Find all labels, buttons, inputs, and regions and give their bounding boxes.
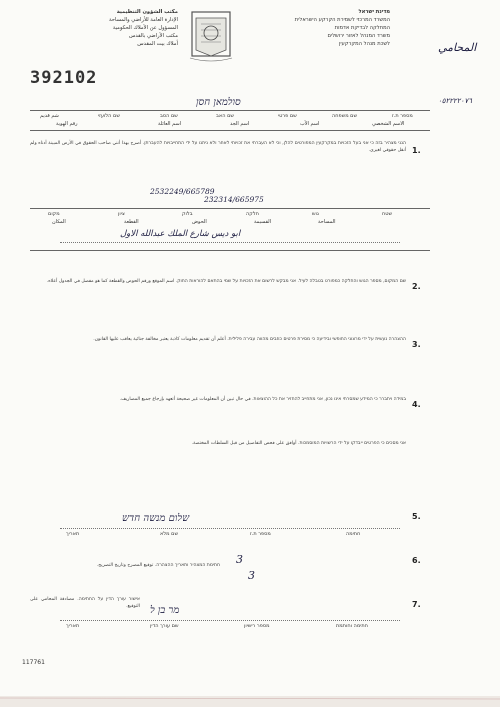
form-row2-label-2: בלוק <box>182 211 193 217</box>
row5-label-3: תאריך <box>66 531 80 537</box>
serial-number: 392102 <box>30 68 98 88</box>
section-number-2: 2. <box>412 282 421 291</box>
form-row1-rule-bottom <box>30 130 430 131</box>
header-right-line5: לשכת מנהל המקרקעין <box>338 41 390 47</box>
form-row2-label-3: חלקה <box>246 211 259 217</box>
section-number-3: 3. <box>412 340 421 349</box>
form-row2-label-5: שטח <box>382 211 393 217</box>
handwritten-sign-2: 3 <box>236 553 243 566</box>
form-row1-label-0: شم قديم <box>40 113 59 119</box>
form-row1-label-ar-4: الاسم الشخصي <box>372 121 405 127</box>
address-dotted-line <box>60 242 400 243</box>
handwritten-sign-1: שלום מנשה חדש <box>122 513 190 524</box>
form-row1-label-ar-1: اسم العائلة <box>158 121 182 127</box>
paragraph-5: אני מסכים כי הפרטים ייבדקו על ידי הרשויות המוסמכות. أوافق على فحص التفاصيل من قبل السلطات المختصة. <box>191 441 406 446</box>
form-row2-label-ar-4: المساحة <box>318 219 336 225</box>
section-number-1: 1. <box>412 146 421 155</box>
paragraph-2: שם המקום, מספר הגוש והחלקה כמפורט בטבלה לעיל. אני מבקש לרשום את הזכויות על שמי בהתאם להוראות החוק. اسم الموقع ورقم الحوض والقطعة كما هو مفصل في الجدول أعلاه. <box>46 279 406 284</box>
handwritten-id-2: 232314/665975 <box>204 195 264 204</box>
form-row1-label-5: שם משפחה <box>332 113 358 119</box>
handwritten-signature: المحامي <box>438 41 477 54</box>
form-row2-rule <box>30 208 430 209</box>
form-row1-label-3: שם האב <box>216 113 234 119</box>
row5-label-0: חתימה <box>346 531 361 537</box>
handwritten-phone: ٠٥٢٢٢٢٠٧٦ <box>438 97 472 105</box>
footer-code: 117761 <box>22 659 45 666</box>
form-row1-label-6: מספר ת.ז <box>392 113 413 119</box>
header-left-line4: مكتب الأراضي بالقدس <box>129 33 178 39</box>
form-row2-rule-bottom <box>30 250 430 251</box>
header-right-line2: המשרד המרכזי לשמירת הקרקע הישראלית <box>294 17 390 23</box>
handwritten-id-1: 2532249/665789 <box>150 187 215 196</box>
form-row2-label-4: גוש <box>312 211 319 217</box>
form-row2-label-ar-3: القسيمة <box>254 219 271 225</box>
form-row2-label-1: ציון <box>118 211 125 217</box>
form-row1-label-2: שם הסב <box>160 113 178 119</box>
handwritten-address: ابو ديس شارع الملك عبدالله الاول <box>120 229 241 239</box>
header-left-line3: المسؤول عن الأملاك الحكومية <box>112 25 178 31</box>
row7-label-1: מספר רישיון <box>244 623 270 629</box>
emblem-icon <box>186 6 236 64</box>
header-right-line4: משרד המנהל לאזור ירושלים <box>327 33 390 39</box>
form-row2-label-ar-2: الحوض <box>192 219 207 225</box>
section-number-4: 4. <box>412 400 421 409</box>
sign-row7-dotted <box>60 620 400 621</box>
header-left-line2: الإدارة العامة للأراضي والمساحة <box>108 17 178 23</box>
sign-row5-dotted <box>60 528 400 529</box>
paragraph-1: הנני מצהיר בזה כי אני בעל הזכויות במקרקעין המפורטים להלן, וכי לא העברתי את זכויותי לאחר ולא ניתנו על ידי התחייבויות להעברתן. أصرح بهذا أنني صاحب الحقوق في الأرض المبينة أدناه ولم أنقل حقوقي لغيري. <box>30 141 406 154</box>
form-row1-label-ar-0: رقم الهوية <box>56 121 78 127</box>
section-number-5: 5. <box>412 512 421 521</box>
scan-edge-noise <box>0 690 500 707</box>
form-row1-label-1: שם הלועזי <box>98 113 120 119</box>
form-row1-label-ar-2: اسم الجد <box>230 121 250 127</box>
form-row2-label-ar-1: القطعة <box>124 219 139 225</box>
section-number-7: 7. <box>412 600 421 609</box>
header-right-line1: מדינת ישראל <box>358 9 390 15</box>
paragraph-4: במידה ויתברר כי המידע שמסרתי אינו נכון, אני מתחייב להחזיר את כל ההוצאות. في حال تبين أن المعلومات غير صحيحة أتعهد بإرجاع جميع المصاريف. <box>119 397 406 402</box>
row7-label-2: שם עורך הדין <box>150 623 179 629</box>
paragraph-6: חתימת המצהיר ותאריך ההצהרה. توقيع المصرح وتاريخ التصريح. <box>96 563 220 568</box>
handwritten-name: סולמאן חסן <box>196 97 241 108</box>
row7-label-3: תאריך <box>66 623 80 629</box>
form-row1-label-ar-3: اسم الأب <box>300 121 320 127</box>
paragraph-3: ההצהרה נעשית על ידי מרצוני החופשי ובידיעה כי מסירת פרטים כוזבים מהווה עבירה פלילית. أعلم أن تقديم معلومات كاذبة يعتبر مخالفة جنائية يعاقب عليها القانون. <box>93 337 406 342</box>
header-left-line1: مكتب الشؤون التنظيمية <box>116 9 178 15</box>
handwritten-sign-3: 3 <box>248 569 255 582</box>
form-row1-label-4: שם פרטי <box>278 113 297 119</box>
form-row2-label-ar-0: المكان <box>52 219 66 225</box>
paragraph-7: אישור עורך הדין על החתימה. مصادقة المحامي على التوقيع. <box>30 597 140 610</box>
form-row1-rule <box>30 110 430 111</box>
form-row2-label-0: מקום <box>48 211 60 217</box>
section-number-6: 6. <box>412 556 421 565</box>
header-left-line5: أملاك بيت المقدس <box>137 41 178 47</box>
row5-label-1: מספר ת.ז <box>250 531 271 537</box>
header-right-line3: המחלקה לבדיקת אדמות <box>334 25 390 31</box>
row7-label-0: חתימה וחותמת <box>336 623 368 629</box>
handwritten-sign-4: מר בן ל <box>150 605 180 616</box>
row5-label-2: שם מלא <box>160 531 179 537</box>
